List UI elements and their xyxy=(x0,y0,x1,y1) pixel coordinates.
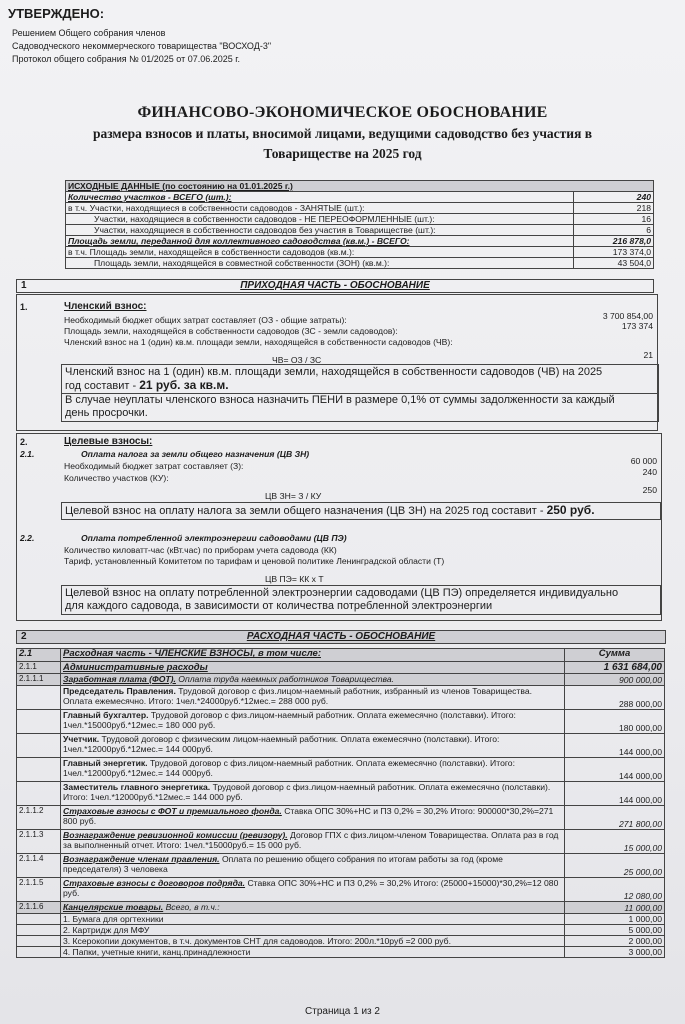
expense-section-title: РАСХОДНАЯ ЧАСТЬ - ОБОСНОВАНИЕ xyxy=(246,631,436,642)
power-result xyxy=(61,585,661,615)
expense-row-description xyxy=(61,710,565,734)
expense-row-num xyxy=(17,758,61,782)
member-value-1: 3 700 854,00 xyxy=(602,311,653,321)
expense-row-text: Оплата по решению общего собрания по итогам работы за год (кроме председателя) 3 человека xyxy=(63,854,503,874)
initial-data-table xyxy=(65,180,654,269)
expense-row-sum: 144 000,00 xyxy=(565,782,665,806)
expense-row xyxy=(17,854,665,878)
tax-value-3: 250 xyxy=(642,485,657,495)
expense-row-num xyxy=(17,782,61,806)
member-value-3: 21 xyxy=(643,350,653,360)
expense-row-title: Учетчик. xyxy=(63,734,100,744)
expense-row-num: 2.1.1.2 xyxy=(17,806,61,830)
expense-row xyxy=(17,902,665,914)
expense-row-num: 2.1.1 xyxy=(17,662,61,674)
expense-row-description xyxy=(61,830,565,854)
member-result xyxy=(61,364,659,394)
member-value-2: 173 374 xyxy=(621,321,653,331)
decision-line: Решением Общего собрания членов xyxy=(12,28,166,38)
target-num: 2. xyxy=(20,437,28,447)
expense-row-title: Административные расходы xyxy=(63,662,208,673)
initial-data-label: Площадь земли, переданной для коллективного садоводства (кв.м.) - ВСЕГО: xyxy=(66,236,574,247)
tax-line-2: Количество участков (КУ): xyxy=(64,473,169,483)
initial-data-value: 240 xyxy=(574,192,654,203)
expense-row xyxy=(17,734,665,758)
expense-row-title: Страховые взносы с ФОТ и премиального фонда. xyxy=(63,806,282,816)
expense-section-num: 2 xyxy=(21,631,27,642)
expense-row-title: Страховые взносы с договоров подряда. xyxy=(63,878,246,888)
expense-row-title: Заместитель главного энергетика. xyxy=(63,782,211,792)
expense-table xyxy=(16,648,665,958)
expense-row-text: Ставка ОПС 30%+НС и ПЗ 0,2% = 30,2% Итого: (25000+15000)*30,2%=12 080 руб. xyxy=(63,878,559,898)
expense-row-num: 2.1.1.4 xyxy=(17,854,61,878)
expense-row-text: 2. Картридж для МФУ xyxy=(63,925,150,935)
tax-result-amount: 250 руб. xyxy=(546,503,595,517)
expense-row-title: Председатель Правления. xyxy=(63,686,176,696)
expense-row-num xyxy=(17,914,61,925)
initial-data-value: 216 878,0 xyxy=(574,236,654,247)
expense-row xyxy=(17,710,665,734)
power-line-1: Количество киловатт-час (кВт.час) по приборам учета садовода (КК) xyxy=(64,545,337,555)
expense-row-text: 1. Бумага для оргтехники xyxy=(63,914,164,924)
expense-row-sum: 2 000,00 xyxy=(565,936,665,947)
expense-row-sum: 25 000,00 xyxy=(565,854,665,878)
membership-fee-block xyxy=(16,294,658,431)
member-heading: Членский взнос: xyxy=(64,301,147,312)
expense-row-text: Трудовой договор с физическим лицом-наемный работник. Оплата ежемесячно (полставки). Итого: 1чел.*12000руб.*12мес.= 144 000руб. xyxy=(63,734,500,754)
expense-row-text: Трудовой договор с физ.лицом-наемный работник. Оплата ежемесячно (полставки). Итого: 1чел.*12000руб.*12мес.= 144 000руб. xyxy=(63,758,515,778)
expense-row-text: 3. Ксерокопии документов, в т.ч. документов СНТ для садоводов. Итого: 200л.*10руб =2 000 руб. xyxy=(63,936,451,946)
member-line-1: Необходимый бюджет общих затрат составляет (ОЗ - общие затраты): xyxy=(64,315,347,325)
income-section-num: 1 xyxy=(21,280,27,291)
income-section-title: ПРИХОДНАЯ ЧАСТЬ - ОБОСНОВАНИЕ xyxy=(240,280,430,291)
initial-data-value: 173 374,0 xyxy=(574,247,654,258)
initial-data-value: 43 504,0 xyxy=(574,258,654,269)
penalty-note xyxy=(61,393,659,422)
expense-row-num xyxy=(17,936,61,947)
member-result-line-a: Членский взнос на 1 (один) кв.м. площади земли, находящейся в собственности садоводов (ЧВ) на 2025 xyxy=(65,366,603,378)
expense-row-sum: 144 000,00 xyxy=(565,758,665,782)
member-line-2: Площадь земли, находящейся в собственности садоводов (ЗС - земли садоводов): xyxy=(64,326,398,336)
member-formula: ЧВ= ОЗ / ЗС xyxy=(272,355,322,365)
expense-row-description xyxy=(61,902,565,914)
tax-line-1: Необходимый бюджет затрат составляет (З): xyxy=(64,461,244,471)
expense-row-text: Всего, в т.ч.: xyxy=(163,902,220,912)
expense-row-num: 2.1.1.5 xyxy=(17,878,61,902)
initial-data-row xyxy=(66,203,654,214)
power-sub-heading: Оплата потребленной электроэнергии садоводами (ЦВ ПЭ) xyxy=(81,533,347,543)
expense-row-num xyxy=(17,710,61,734)
expense-row-description xyxy=(61,854,565,878)
tax-result-text: Целевой взнос на оплату налога за земли общего назначения (ЦВ ЗН) на 2025 год составит - xyxy=(65,505,547,517)
expense-row-num: 2.1.1.6 xyxy=(17,902,61,914)
expense-row xyxy=(17,936,665,947)
expense-sub-num: 2.1 xyxy=(17,649,61,662)
expense-row-description xyxy=(61,878,565,902)
expense-row-description xyxy=(61,936,565,947)
expense-row-num: 2.1.1.3 xyxy=(17,830,61,854)
expense-row-sum: 11 000,00 xyxy=(565,902,665,914)
initial-data-row xyxy=(66,214,654,225)
initial-data-value: 16 xyxy=(574,214,654,225)
page-number: Страница 1 из 2 xyxy=(305,1006,380,1017)
expense-row-num xyxy=(17,925,61,936)
expense-row-description xyxy=(61,914,565,925)
expense-sub-heading: Расходная часть - ЧЛЕНСКИЕ ВЗНОСЫ, в том числе: xyxy=(61,649,565,662)
expense-row-description xyxy=(61,662,565,674)
document-title: ФИНАНСОВО-ЭКОНОМИЧЕСКОЕ ОБОСНОВАНИЕ xyxy=(137,104,548,121)
expense-row-description xyxy=(61,947,565,958)
approved-stamp-text: УТВЕРЖДЕНО: xyxy=(8,6,105,21)
expense-row-sum: 15 000,00 xyxy=(565,830,665,854)
expense-row-title: Заработная плата (ФОТ). xyxy=(63,674,176,684)
expense-row-description xyxy=(61,674,565,686)
expense-row-title: Главный бухгалтер. xyxy=(63,710,149,720)
expense-row-description xyxy=(61,782,565,806)
expense-row xyxy=(17,914,665,925)
expense-row-text: Трудовой договор с физ.лицом-наемный работник, избранный из членов Товарищества. Оплата ежемесячно. Итого: 1чел.*24000руб.*12мес.= 288 000 руб. xyxy=(63,686,533,706)
expense-row-sum: 1 000,00 xyxy=(565,914,665,925)
decision-line: Садоводческого некоммерческого товарищества "ВОСХОД-3" xyxy=(12,41,272,51)
initial-data-value: 218 xyxy=(574,203,654,214)
penalty-line-b: день просрочки. xyxy=(65,407,148,419)
initial-data-row xyxy=(66,225,654,236)
expense-row-num: 2.1.1.1 xyxy=(17,674,61,686)
expense-row-num xyxy=(17,686,61,710)
initial-data-value: 6 xyxy=(574,225,654,236)
decision-block xyxy=(12,27,271,66)
initial-data-row xyxy=(66,247,654,258)
initial-data-row xyxy=(66,236,654,247)
expense-row-description xyxy=(61,686,565,710)
expense-row-sum: 288 000,00 xyxy=(565,686,665,710)
expense-row-num xyxy=(17,947,61,958)
expense-row-description xyxy=(61,806,565,830)
expense-row xyxy=(17,806,665,830)
income-section-header xyxy=(16,279,654,293)
expense-row xyxy=(17,674,665,686)
initial-data-label: Участки, находящиеся в собственности садоводов - НЕ ПЕРЕОФОРМЛЕННЫЕ (шт.): xyxy=(66,214,574,225)
expense-row-sum: 12 080,00 xyxy=(565,878,665,902)
expense-row xyxy=(17,782,665,806)
expense-row-sum: 144 000,00 xyxy=(565,734,665,758)
expense-row-text: Договор ГПХ с физ.лицом-членом Товарищества. Оплата раз в год за выполненный отчет. Итого: 1чел.*15000руб.= 15 000 руб. xyxy=(63,830,559,850)
document-subtitle: размера взносов и платы, вносимой лицами, ведущими садоводство без участия в xyxy=(92,126,593,141)
expense-row-sum: 900 000,00 xyxy=(565,674,665,686)
expense-row xyxy=(17,686,665,710)
member-result-amount: 21 руб. за кв.м. xyxy=(139,378,229,392)
power-sub-num: 2.2. xyxy=(20,533,35,543)
expense-row-title: Вознаграждение ревизионной комиссии (ревизору). xyxy=(63,830,288,840)
expense-row xyxy=(17,830,665,854)
expense-row-title: Главный энергетик. xyxy=(63,758,148,768)
expense-row-sum: 3 000,00 xyxy=(565,947,665,958)
tax-sub-num: 2.1. xyxy=(20,449,35,459)
tax-formula: ЦВ ЗН= З / КУ xyxy=(265,491,322,501)
expense-row-text: Трудовой договор с физ.лицом-наемный работник. Оплата ежемесячно (полставки). Итого: 1чел.*12000руб.*12мес.= 144 000 руб. xyxy=(63,782,551,802)
expense-row-text: 4. Папки, учетные книги, канц.принадлежности xyxy=(63,947,251,957)
expense-row-sum: 271 800,00 xyxy=(565,806,665,830)
sum-column-header: Сумма xyxy=(565,649,665,662)
expense-row xyxy=(17,758,665,782)
tax-sub-heading: Оплата налога за земли общего назначения (ЦВ ЗН) xyxy=(81,449,310,459)
expense-row-sum: 5 000,00 xyxy=(565,925,665,936)
power-result-line-b: для каждого садовода, в зависимости от количества потребленной электроэнергии xyxy=(65,600,493,612)
expense-row-title: Вознаграждение членам правления. xyxy=(63,854,220,864)
expense-row xyxy=(17,925,665,936)
tax-value-1: 60 000 xyxy=(630,456,657,466)
initial-data-heading: ИСХОДНЫЕ ДАННЫЕ (по состоянию на 01.01.2025 г.) xyxy=(66,181,654,192)
expense-row-description xyxy=(61,758,565,782)
expense-row-title: Канцелярские товары. xyxy=(63,902,164,912)
initial-data-label: в т.ч. Площадь земли, находящейся в собственности садоводов (кв.м.): xyxy=(66,247,574,258)
initial-data-row xyxy=(66,258,654,269)
expense-row-sum: 1 631 684,00 xyxy=(565,662,665,674)
penalty-line-a: В случае неуплаты членского взноса назначить ПЕНИ в размере 0,1% от суммы задолженности за каждый xyxy=(65,394,615,406)
expense-section-row xyxy=(17,662,665,674)
expense-row-num xyxy=(17,734,61,758)
expense-row-text: Трудовой договор с физ.лицом-наемный работник. Оплата ежемесячно (полставки). Итого: 1чел.*15000руб.*12мес.= 180 000 руб. xyxy=(63,710,516,730)
decision-line: Протокол общего собрания № 01/2025 от 07.06.2025 г. xyxy=(12,54,240,64)
member-num: 1. xyxy=(20,302,28,312)
expense-row-sum: 180 000,00 xyxy=(565,710,665,734)
target-heading: Целевые взносы: xyxy=(64,436,153,447)
initial-data-label: в т.ч. Участки, находящиеся в собственности садоводов - ЗАНЯТЫЕ (шт.): xyxy=(66,203,574,214)
expense-row xyxy=(17,947,665,958)
power-result-line-a: Целевой взнос на оплату потребленной электроэнергии садоводами (ЦВ ПЭ) определяется индивидуально xyxy=(65,587,619,599)
initial-data-label: Площадь земли, находящейся в совместной собственности (ЗОН) (кв.м.): xyxy=(66,258,574,269)
initial-data-label: Участки, находящиеся в собственности садоводов без участия в Товариществе (шт.): xyxy=(66,225,574,236)
initial-data-label: Количество участков - ВСЕГО (шт.): xyxy=(66,192,574,203)
tax-value-2: 240 xyxy=(642,467,657,477)
member-line-3: Членский взнос на 1 (один) кв.м. площади земли, находящейся в собственности садоводов (ЧВ): xyxy=(64,337,453,347)
target-fees-block xyxy=(16,433,662,621)
member-result-line-b: год составит - xyxy=(65,380,140,392)
expense-row-description xyxy=(61,925,565,936)
power-formula: ЦВ ПЭ= КК х Т xyxy=(265,574,324,584)
initial-data-row xyxy=(66,192,654,203)
power-line-2: Тариф, установленный Комитетом по тарифам и ценовой политике Ленинградской области (Т) xyxy=(64,556,445,566)
expense-section-header xyxy=(16,630,666,644)
expense-row-description xyxy=(61,734,565,758)
expense-row-text: Ставка ОПС 30%+НС и ПЗ 0,2% = 30,2% Итого: 900000*30,2%=271 800 руб. xyxy=(63,806,554,826)
expense-row xyxy=(17,878,665,902)
document-subtitle-2: Товариществе на 2025 год xyxy=(263,146,422,161)
expense-row-text: Оплата труда наемных работников Товарищества. xyxy=(175,674,394,684)
tax-result xyxy=(61,502,661,520)
